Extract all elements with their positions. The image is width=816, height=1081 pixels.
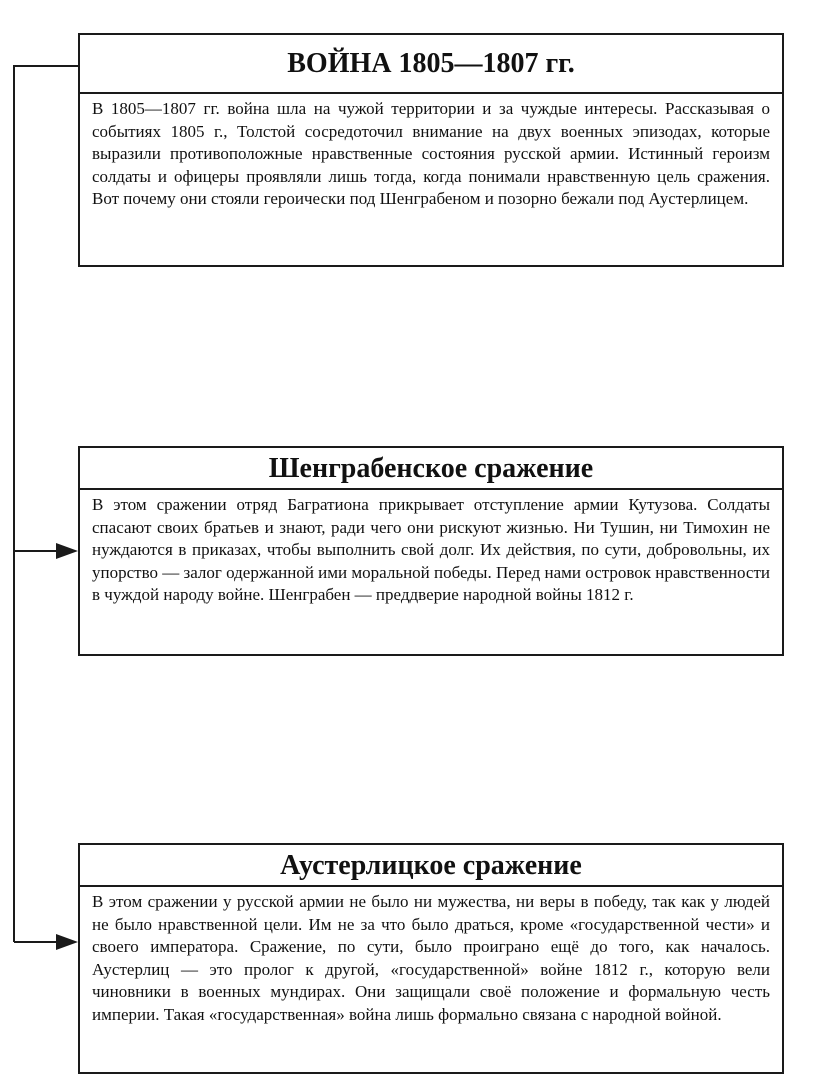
connector-trunk — [14, 66, 78, 942]
shengraben-battle-block — [78, 446, 784, 656]
arrow-right-icon — [56, 934, 78, 950]
war-1805-1807-block — [78, 33, 784, 267]
block-text: В этом сражении у русской армии не было ни мужества, ни веры в победу, так как у людей не было нравственной цели. Им не за что было драться, кроме «государственной чести» и своего императора. Сражение, по сути, было проиграно ещё до того, как началось. Аустерлиц — это пролог к другой, «государственной» войне 1812 г., которую вели чиновники в военных мундирах. Они защищали своё положение и формальную честь империи. Такая «государственная» война лишь формально связана с народной войной. — [92, 892, 770, 1024]
block-title: Шенграбенское сражение — [80, 448, 782, 490]
arrow-right-icon — [56, 543, 78, 559]
block-title: ВОЙНА 1805—1807 гг. — [80, 35, 782, 94]
block-text: В этом сражении отряд Багратиона прикрывает отступление армии Кутузова. Солдаты спасают своих братьев и знают, ради чего они рискуют жизнью. Ни Тушин, ни Тимохин не нуждаются в приказах, чтобы выполнить свой долг. Их действия, по сути, добровольны, их упорство — залог одержанной ими моральной победы. Перед нами островок нравственности в чуждой народу войне. Шенграбен — преддверие народной войны 1812 г. — [92, 495, 770, 604]
block-text: В 1805—1807 гг. война шла на чужой территории и за чуждые интересы. Рассказывая о событиях 1805 г., Толстой сосредоточил внимание на двух военных эпизодах, которые выразили противоположные нравственные состояния русской армии. Истинный героизм солдаты и офицеры проявляли лишь тогда, когда понимали нравственную цель сражения. Вот почему они стояли героически под Шенграбеном и позорно бежали под Аустерлицем. — [92, 99, 770, 208]
block-title: Аустерлицкое сражение — [80, 845, 782, 887]
austerlitz-battle-block — [78, 843, 784, 1074]
